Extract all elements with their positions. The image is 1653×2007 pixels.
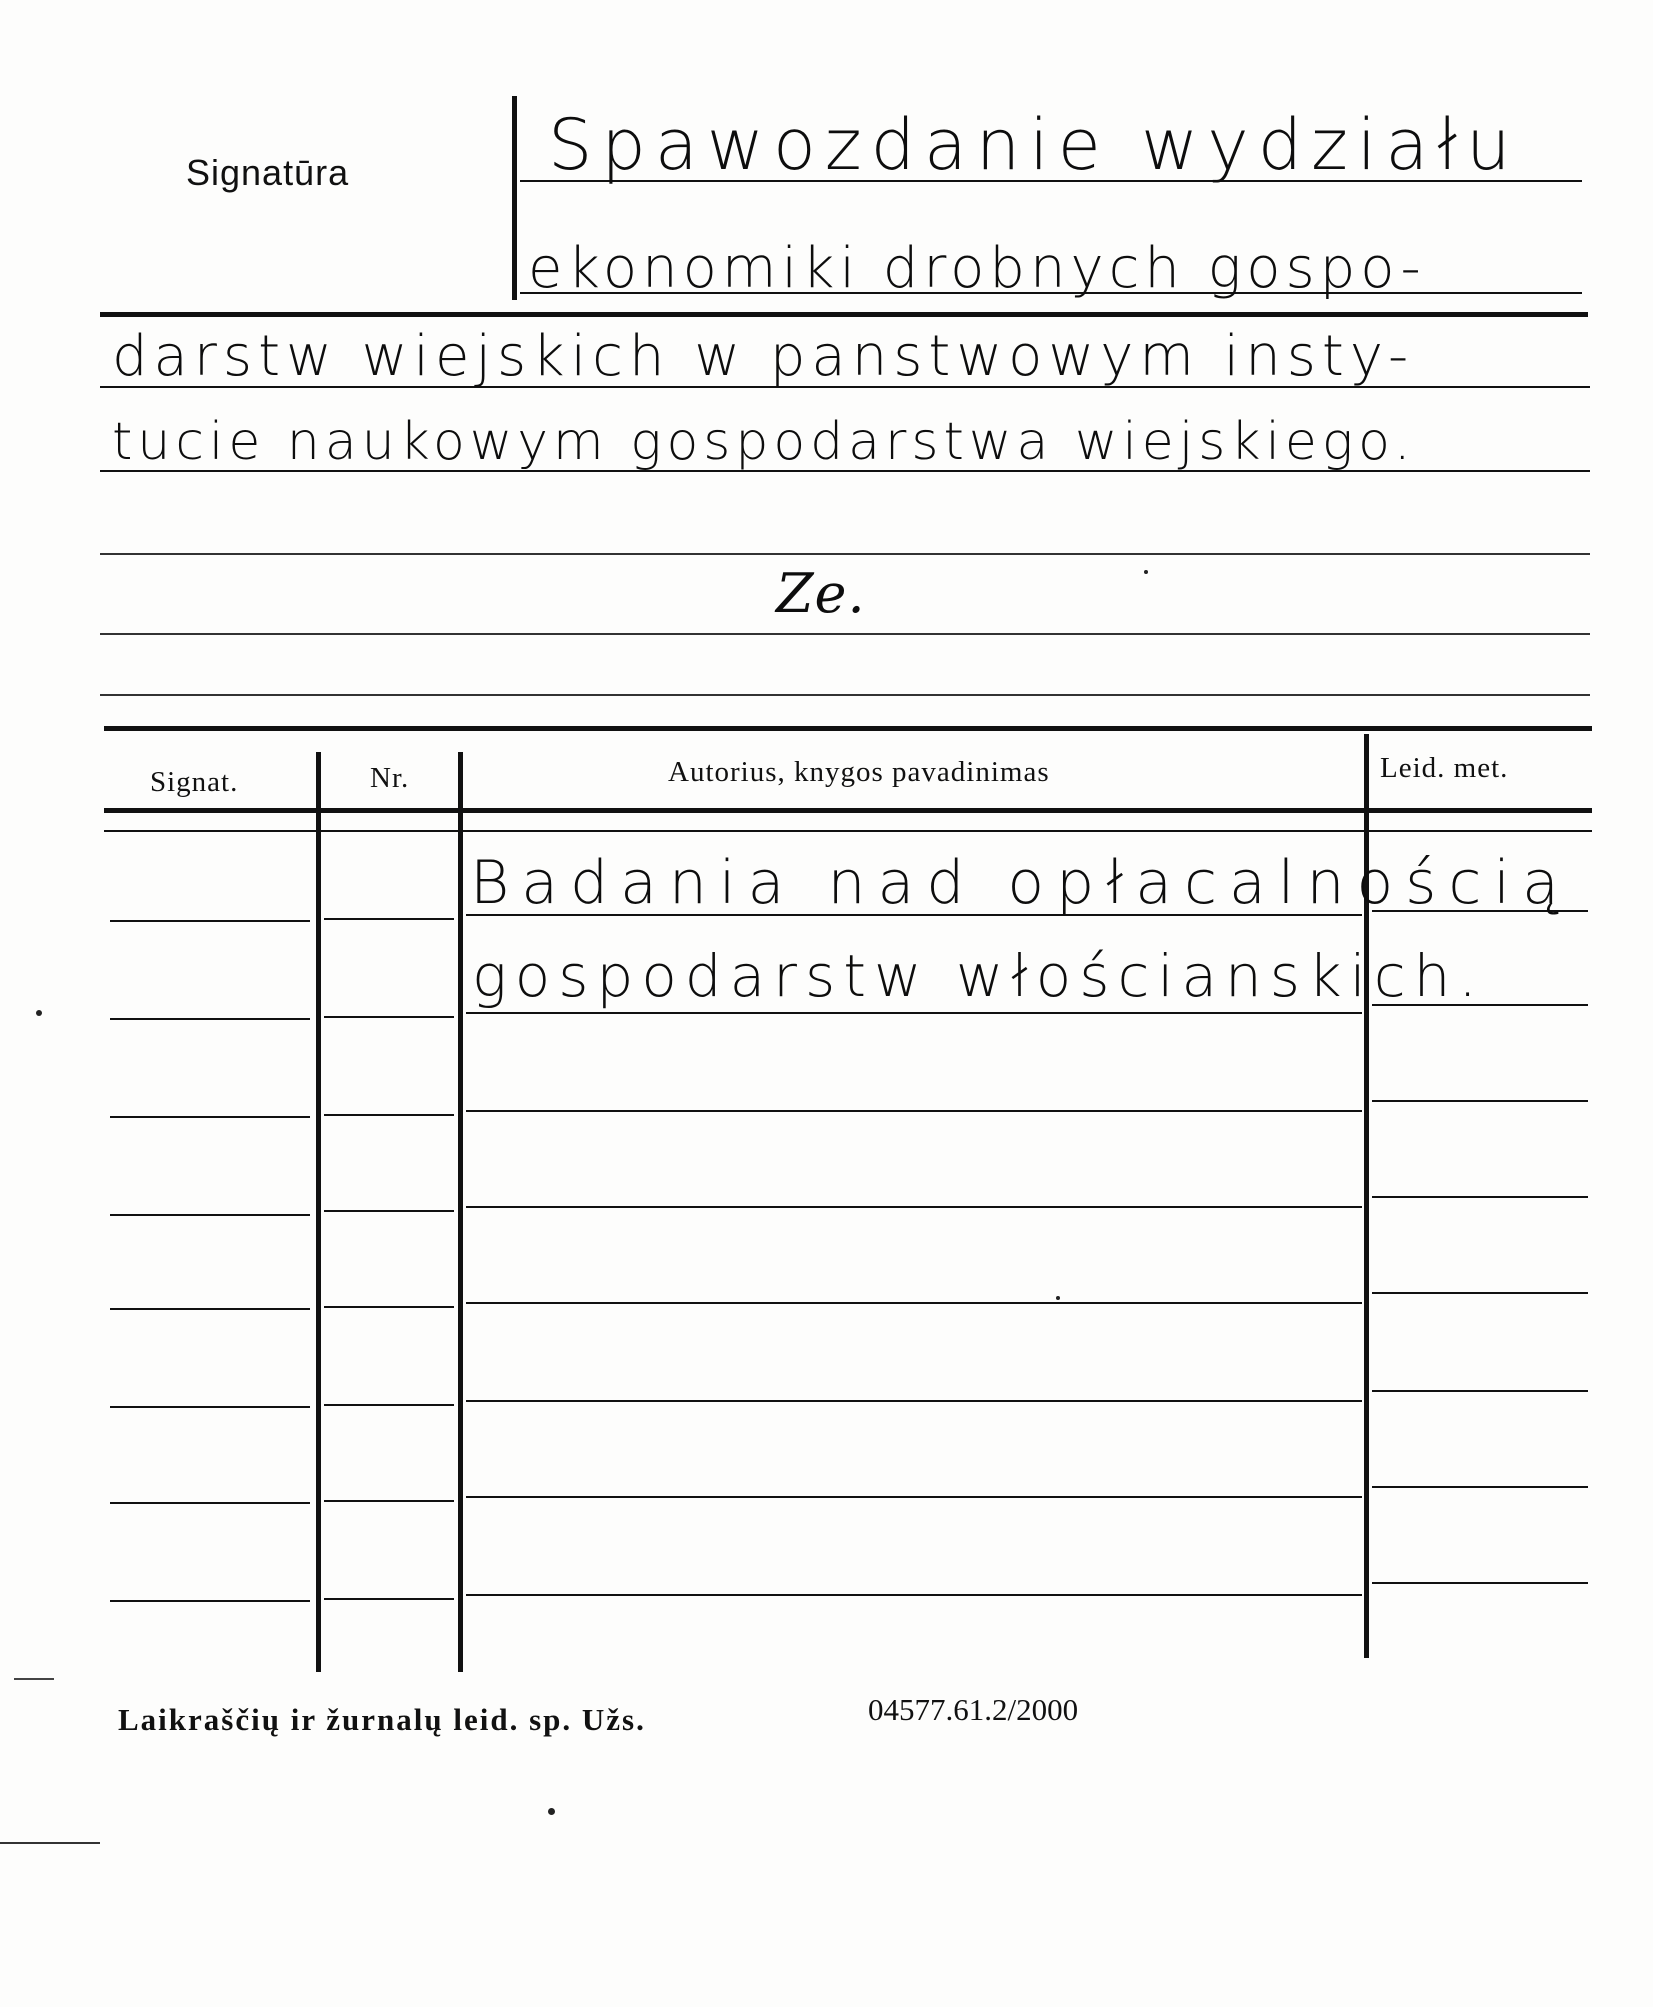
row-rule bbox=[1372, 1292, 1588, 1294]
row-rule bbox=[466, 1110, 1362, 1112]
row-rule bbox=[1372, 1100, 1588, 1102]
row-rule bbox=[110, 1600, 310, 1602]
row-rule bbox=[324, 1598, 454, 1600]
column-divider-1 bbox=[316, 752, 321, 1672]
row-rule bbox=[466, 1206, 1362, 1208]
heading-divider bbox=[512, 96, 517, 300]
row-rule bbox=[110, 1406, 310, 1408]
scan-speck bbox=[1144, 570, 1148, 574]
table-top-rule bbox=[104, 726, 1592, 731]
scan-speck bbox=[36, 1010, 42, 1016]
row-rule bbox=[324, 1210, 454, 1212]
entry-line-1: Badania nad opłacalnością bbox=[470, 848, 1571, 918]
header-title: Autorius, knygos pavadinimas bbox=[668, 756, 1050, 788]
publisher-imprint: Laikraščių ir žurnalų leid. sp. Užs. bbox=[118, 1702, 646, 1737]
heading-rule-6 bbox=[100, 553, 1590, 555]
title-line-3: darstw wiejskich w panstwowym insty- bbox=[112, 324, 1415, 389]
heading-rule-8 bbox=[100, 694, 1590, 696]
row-rule bbox=[324, 1114, 454, 1116]
row-rule bbox=[466, 1400, 1362, 1402]
title-line-1: Spawozdanie wydziału bbox=[548, 104, 1520, 186]
row-rule bbox=[324, 1306, 454, 1308]
row-rule bbox=[110, 1308, 310, 1310]
row-rule bbox=[1372, 1582, 1588, 1584]
row-rule bbox=[324, 918, 454, 920]
header-signat: Signat. bbox=[150, 766, 239, 798]
signature-label: Signatūra bbox=[186, 152, 350, 193]
row-rule bbox=[466, 1302, 1362, 1304]
order-code: 04577.61.2/2000 bbox=[868, 1692, 1079, 1727]
scan-edge-mark bbox=[0, 1842, 100, 1844]
row-rule bbox=[466, 1594, 1362, 1596]
row-rule bbox=[324, 1500, 454, 1502]
scan-speck bbox=[1056, 1296, 1060, 1300]
row-rule bbox=[110, 920, 310, 922]
row-rule bbox=[110, 1214, 310, 1216]
heading-rule-3 bbox=[100, 312, 1588, 317]
title-line-2: ekonomiki drobnych gospo- bbox=[528, 236, 1426, 301]
row-rule bbox=[1372, 1390, 1588, 1392]
language-abbreviation: Ze. bbox=[776, 562, 866, 625]
row-rule bbox=[110, 1018, 310, 1020]
scan-speck bbox=[548, 1808, 555, 1815]
row-rule bbox=[1372, 1486, 1588, 1488]
row-rule bbox=[324, 1404, 454, 1406]
row-rule bbox=[466, 1012, 1362, 1014]
column-divider-2 bbox=[458, 752, 463, 1672]
title-line-4: tucie naukowym gospodarstwa wiejskiego. bbox=[112, 412, 1416, 472]
heading-rule-7 bbox=[100, 633, 1590, 635]
row-rule bbox=[1372, 1196, 1588, 1198]
header-nr: Nr. bbox=[370, 762, 410, 794]
row-rule bbox=[110, 1502, 310, 1504]
entry-line-2: gospodarstw włościanskich. bbox=[472, 942, 1485, 1010]
header-year: Leid. met. bbox=[1380, 752, 1509, 784]
row-rule bbox=[466, 1496, 1362, 1498]
row-rule bbox=[324, 1016, 454, 1018]
row-rule bbox=[110, 1116, 310, 1118]
scan-edge-mark bbox=[14, 1678, 54, 1680]
